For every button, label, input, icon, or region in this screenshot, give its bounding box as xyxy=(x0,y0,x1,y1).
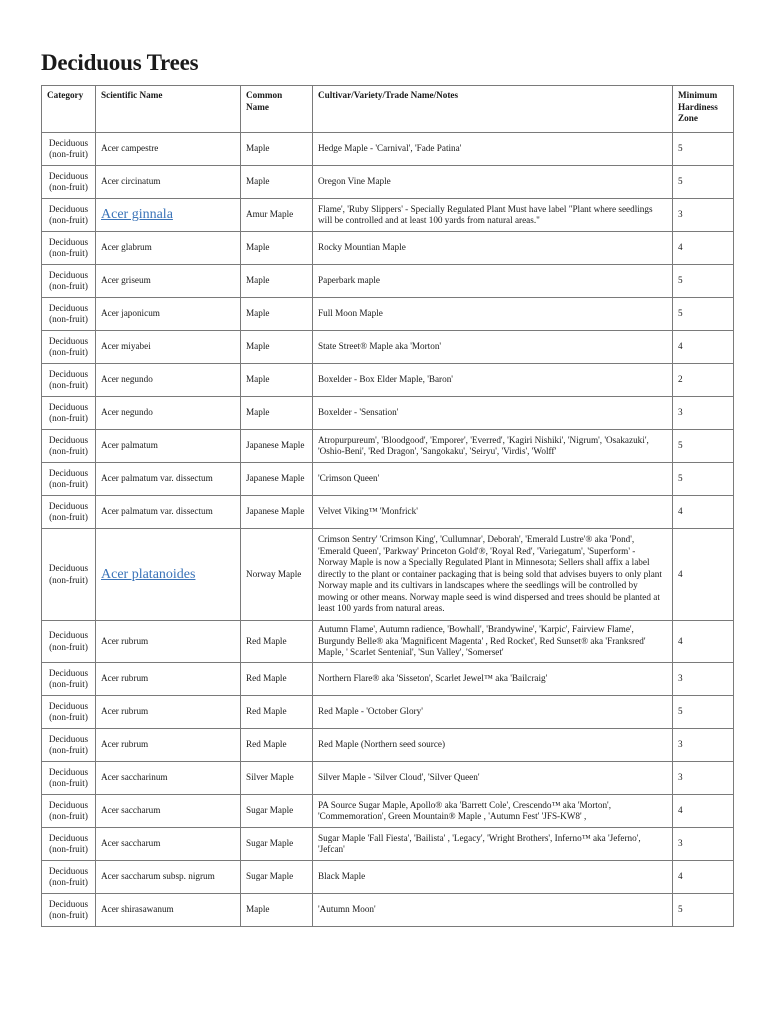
notes-cell: Rocky Mountian Maple xyxy=(313,232,673,265)
hardiness-zone-cell: 3 xyxy=(673,663,734,696)
notes-cell: PA Source Sugar Maple, Apollo® aka 'Barrett Cole', Crescendo™ aka 'Morton', 'Commemoration', Green Mountain® Maple , 'Autumn Fest' 'JFS-KW8' , xyxy=(313,795,673,828)
header-category: Category xyxy=(42,86,96,133)
category-cell: Deciduous (non-fruit) xyxy=(42,397,96,430)
category-cell: Deciduous (non-fruit) xyxy=(42,364,96,397)
category-cell: Deciduous (non-fruit) xyxy=(42,696,96,729)
common-name-cell: Maple xyxy=(241,894,313,927)
notes-cell: Silver Maple - 'Silver Cloud', 'Silver Queen' xyxy=(313,762,673,795)
table-row xyxy=(42,696,734,729)
common-name-cell: Maple xyxy=(241,298,313,331)
common-name-cell: Sugar Maple xyxy=(241,795,313,828)
table-row xyxy=(42,729,734,762)
scientific-name-cell: Acer saccharinum xyxy=(96,762,241,795)
table-header-row xyxy=(42,86,734,133)
scientific-name-cell: Acer campestre xyxy=(96,133,241,166)
table-row xyxy=(42,166,734,199)
common-name-cell: Red Maple xyxy=(241,621,313,663)
hardiness-zone-cell: 4 xyxy=(673,232,734,265)
notes-cell: Paperbark maple xyxy=(313,265,673,298)
notes-cell: Hedge Maple - 'Carnival', 'Fade Patina' xyxy=(313,133,673,166)
common-name-cell: Sugar Maple xyxy=(241,828,313,861)
hardiness-zone-cell: 5 xyxy=(673,430,734,463)
scientific-name-cell: Acer shirasawanum xyxy=(96,894,241,927)
table-row xyxy=(42,795,734,828)
table-row xyxy=(42,397,734,430)
category-cell: Deciduous (non-fruit) xyxy=(42,430,96,463)
hardiness-zone-cell: 5 xyxy=(673,265,734,298)
page-title: Deciduous Trees xyxy=(41,50,199,75)
table-row xyxy=(42,463,734,496)
scientific-name-cell xyxy=(96,529,241,621)
table-row xyxy=(42,861,734,894)
hardiness-zone-cell: 5 xyxy=(673,166,734,199)
scientific-name-cell: Acer palmatum xyxy=(96,430,241,463)
category-cell: Deciduous (non-fruit) xyxy=(42,166,96,199)
hardiness-zone-cell: 5 xyxy=(673,696,734,729)
scientific-name-cell xyxy=(96,199,241,232)
scientific-name-cell: Acer palmatum var. dissectum xyxy=(96,463,241,496)
table-row xyxy=(42,331,734,364)
scientific-name-link[interactable]: Acer ginnala xyxy=(101,207,173,223)
notes-cell: Boxelder - Box Elder Maple, 'Baron' xyxy=(313,364,673,397)
hardiness-zone-cell: 5 xyxy=(673,894,734,927)
table-row xyxy=(42,232,734,265)
notes-cell: Flame', 'Ruby Slippers' - Specially Regulated Plant Must have label "Plant where seedlings will be controlled and at least 100 yards from natural areas." xyxy=(313,199,673,232)
scientific-name-cell: Acer rubrum xyxy=(96,729,241,762)
category-cell: Deciduous (non-fruit) xyxy=(42,762,96,795)
common-name-cell: Maple xyxy=(241,265,313,298)
notes-cell: State Street® Maple aka 'Morton' xyxy=(313,331,673,364)
scientific-name-cell: Acer griseum xyxy=(96,265,241,298)
common-name-cell: Maple xyxy=(241,331,313,364)
notes-cell: 'Autumn Moon' xyxy=(313,894,673,927)
notes-cell: Red Maple (Northern seed source) xyxy=(313,729,673,762)
notes-cell: Autumn Flame', Autumn radience, 'Bowhall', 'Brandywine', 'Karpic', Fairview Flame', Burgundy Belle® aka 'Magnificent Magenta' , Red Rocket', Red Sunset® aka 'Franksred' Maple, ' Scarlet Sentenial', 'Sun Valley', 'Somerset' xyxy=(313,621,673,663)
table-row xyxy=(42,364,734,397)
table-row xyxy=(42,762,734,795)
category-cell: Deciduous (non-fruit) xyxy=(42,496,96,529)
category-cell: Deciduous (non-fruit) xyxy=(42,199,96,232)
header-common-name: Common Name xyxy=(241,86,313,133)
scientific-name-cell: Acer rubrum xyxy=(96,663,241,696)
notes-cell: Northern Flare® aka 'Sisseton', Scarlet Jewel™ aka 'Bailcraig' xyxy=(313,663,673,696)
hardiness-zone-cell: 4 xyxy=(673,621,734,663)
scientific-name-cell: Acer circinatum xyxy=(96,166,241,199)
table-row xyxy=(42,828,734,861)
common-name-cell: Maple xyxy=(241,232,313,265)
scientific-name-cell: Acer japonicum xyxy=(96,298,241,331)
category-cell: Deciduous (non-fruit) xyxy=(42,232,96,265)
common-name-cell: Maple xyxy=(241,364,313,397)
hardiness-zone-cell: 4 xyxy=(673,331,734,364)
category-cell: Deciduous (non-fruit) xyxy=(42,795,96,828)
category-cell: Deciduous (non-fruit) xyxy=(42,621,96,663)
table-row xyxy=(42,496,734,529)
common-name-cell: Red Maple xyxy=(241,696,313,729)
hardiness-zone-cell: 2 xyxy=(673,364,734,397)
common-name-cell: Silver Maple xyxy=(241,762,313,795)
hardiness-zone-cell: 4 xyxy=(673,496,734,529)
category-cell: Deciduous (non-fruit) xyxy=(42,663,96,696)
category-cell: Deciduous (non-fruit) xyxy=(42,463,96,496)
scientific-name-link[interactable]: Acer platanoides xyxy=(101,566,196,582)
hardiness-zone-cell: 4 xyxy=(673,861,734,894)
scientific-name-cell: Acer miyabei xyxy=(96,331,241,364)
notes-cell: 'Crimson Queen' xyxy=(313,463,673,496)
category-cell: Deciduous (non-fruit) xyxy=(42,265,96,298)
common-name-cell: Red Maple xyxy=(241,663,313,696)
category-cell: Deciduous (non-fruit) xyxy=(42,729,96,762)
scientific-name-cell: Acer negundo xyxy=(96,364,241,397)
table-row xyxy=(42,663,734,696)
table-row xyxy=(42,894,734,927)
notes-cell: Crimson Sentry' 'Crimson King', 'Cullumnar', Deborah', 'Emerald Lustre'® aka 'Pond', 'Emerald Queen', 'Parkway' Princeton Gold'®, 'Royal Red', 'Variegatum', 'Superform' - Norway Maple is now a Specially Regulated Plant in Minnesota; Sellers shall affix a label directly to the plant or container packaging that is being sold that advises buyers to only plant Norway maple and its cultivars in landscapes where the seedlings will be controlled by mowing or other means. Norway maple seed is wind dispersed and trees should be planted at least 100 yards from natural areas. xyxy=(313,529,673,621)
hardiness-zone-cell: 3 xyxy=(673,397,734,430)
table-row xyxy=(42,430,734,463)
common-name-cell: Amur Maple xyxy=(241,199,313,232)
notes-cell: Sugar Maple 'Fall Fiesta', 'Bailista' , 'Legacy', 'Wright Brothers', Inferno™ aka 'Jeferno', 'Jefcan' xyxy=(313,828,673,861)
table-row xyxy=(42,133,734,166)
common-name-cell: Japanese Maple xyxy=(241,463,313,496)
scientific-name-cell: Acer rubrum xyxy=(96,696,241,729)
hardiness-zone-cell: 4 xyxy=(673,529,734,621)
notes-cell: Atropurpureum', 'Bloodgood', 'Emporer', 'Everred', 'Kagiri Nishiki', 'Nigrum', 'Osakazuki', 'Oshio-Beni', 'Red Dragon', 'Sangokaku', 'Seiryu', 'Virdis', 'Wolff' xyxy=(313,430,673,463)
table-row xyxy=(42,621,734,663)
scientific-name-cell: Acer glabrum xyxy=(96,232,241,265)
hardiness-zone-cell: 5 xyxy=(673,463,734,496)
notes-cell: Oregon Vine Maple xyxy=(313,166,673,199)
table-row xyxy=(42,298,734,331)
scientific-name-cell: Acer saccharum subsp. nigrum xyxy=(96,861,241,894)
table-row xyxy=(42,529,734,621)
common-name-cell: Japanese Maple xyxy=(241,496,313,529)
category-cell: Deciduous (non-fruit) xyxy=(42,298,96,331)
deciduous-trees-table xyxy=(41,85,734,927)
common-name-cell: Maple xyxy=(241,397,313,430)
table-body xyxy=(42,133,734,927)
common-name-cell: Maple xyxy=(241,166,313,199)
common-name-cell: Norway Maple xyxy=(241,529,313,621)
hardiness-zone-cell: 3 xyxy=(673,762,734,795)
header-notes: Cultivar/Variety/Trade Name/Notes xyxy=(313,86,673,133)
notes-cell: Red Maple - 'October Glory' xyxy=(313,696,673,729)
table-row xyxy=(42,265,734,298)
common-name-cell: Red Maple xyxy=(241,729,313,762)
notes-cell: Full Moon Maple xyxy=(313,298,673,331)
hardiness-zone-cell: 4 xyxy=(673,795,734,828)
category-cell: Deciduous (non-fruit) xyxy=(42,529,96,621)
category-cell: Deciduous (non-fruit) xyxy=(42,133,96,166)
common-name-cell: Japanese Maple xyxy=(241,430,313,463)
table-row xyxy=(42,199,734,232)
hardiness-zone-cell: 3 xyxy=(673,199,734,232)
category-cell: Deciduous (non-fruit) xyxy=(42,861,96,894)
common-name-cell: Sugar Maple xyxy=(241,861,313,894)
header-scientific-name: Scientific Name xyxy=(96,86,241,133)
hardiness-zone-cell: 5 xyxy=(673,298,734,331)
scientific-name-cell: Acer saccharum xyxy=(96,795,241,828)
category-cell: Deciduous (non-fruit) xyxy=(42,331,96,364)
notes-cell: Black Maple xyxy=(313,861,673,894)
hardiness-zone-cell: 3 xyxy=(673,828,734,861)
scientific-name-cell: Acer palmatum var. dissectum xyxy=(96,496,241,529)
notes-cell: Velvet Viking™ 'Monfrick' xyxy=(313,496,673,529)
hardiness-zone-cell: 5 xyxy=(673,133,734,166)
notes-cell: Boxelder - 'Sensation' xyxy=(313,397,673,430)
scientific-name-cell: Acer negundo xyxy=(96,397,241,430)
scientific-name-cell: Acer saccharum xyxy=(96,828,241,861)
hardiness-zone-cell: 3 xyxy=(673,729,734,762)
category-cell: Deciduous (non-fruit) xyxy=(42,894,96,927)
category-cell: Deciduous (non-fruit) xyxy=(42,828,96,861)
header-hardiness-zone: Minimum Hardiness Zone xyxy=(673,86,734,133)
scientific-name-cell: Acer rubrum xyxy=(96,621,241,663)
common-name-cell: Maple xyxy=(241,133,313,166)
